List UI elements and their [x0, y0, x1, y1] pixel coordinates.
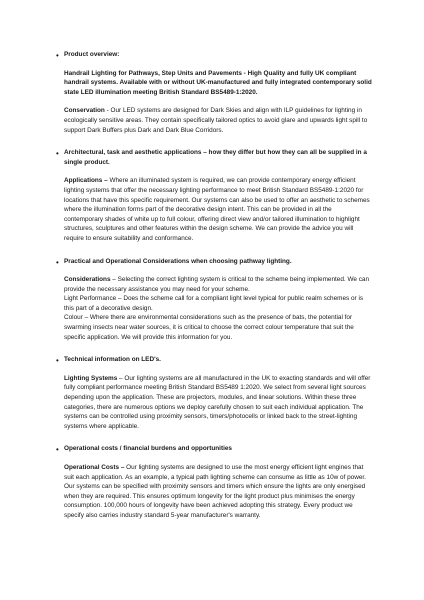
bullet-icon: • — [56, 356, 59, 366]
paragraph-text: - Our LED systems are designed for Dark Skies and align with ILP guidelines for lighting in ecologically sensitive areas. They contain specifically tailored optics to avoid glare and upwards light spill to support Dark Buffers plus Dark and Dark Blue Corridors. — [64, 107, 368, 134]
paragraph-operational-costs — [64, 463, 372, 521]
paragraph-text: – Our lighting systems are all manufactured in the UK to exacting standards and will offer fully compliant performance meeting British Standard BS5489 1:2020. We select from several light sources depending upon the application. These are projectors, modules, and linear solutions. Within these three categories, there are numerous options we deploy carefully chosen to suit each individual application. The systems can be controlled using proximity sensors, timers/photocells or linked back to the street-lighting systems where applicable. — [64, 374, 371, 430]
section-heading: Technical information on LED's. — [64, 356, 161, 364]
section-operational-costs — [56, 444, 372, 520]
section-product-overview — [56, 50, 372, 135]
section-considerations — [56, 257, 372, 343]
bullet-icon: • — [56, 445, 59, 455]
section-applications — [56, 148, 372, 243]
paragraph-text: - High Quality and fully UK compliant handrail systems. Available with or without UK-manufactured and fully integrated contemporary solid state LED illumination meeting British Standard BS5489-1:2020. — [64, 69, 372, 96]
section-heading: Operational costs / financial burdens and opportunities — [64, 445, 232, 453]
paragraph-lead: Considerations — [64, 276, 111, 284]
paragraph-lead: Handrail Lighting for Pathways, Step Units and Pavements — [64, 69, 242, 77]
paragraph-text: Our lighting systems are designed to use the most energy efficient light engines that suit each application. As an example, a typical path lighting scheme can consume as little as 10w of power. Our systems can be specified with proximity sensors and timers which ensure the lights are only energised when they are required. This ensures optimum longevity for the light product plus minimises the energy consumption. 100,000 hours of longevity have been achieved adopting this strategy. Every product we specify also carries industry standard 5-year manufacturer's warranty. — [64, 464, 366, 519]
paragraph-light-performance: Light Performance – Does the scheme call for a compliant light level typical for public realm schemes or is this part of a decorative design. — [64, 295, 364, 312]
paragraph-lead: Operational Costs – — [64, 464, 125, 471]
paragraph-lighting-systems — [64, 374, 372, 432]
bullet-icon: • — [56, 149, 59, 159]
bullet-icon: • — [56, 257, 59, 267]
paragraph-lead: Applications – — [64, 177, 108, 185]
section-technical-information — [56, 355, 372, 431]
paragraph-lead: Lighting Systems — [64, 374, 118, 382]
paragraph-lead: Conservation — [64, 107, 105, 115]
bullet-icon: • — [56, 51, 59, 60]
paragraph-colour: Colour – Where there are environmental considerations such as the presence of bats, the potential for swarming insects near water sources, it is critical to choose the correct colour temperature that suit the specific application. We will provide this information for you. — [64, 314, 354, 341]
paragraph-considerations — [64, 275, 372, 342]
paragraph-text: Where an illuminated system is required, we can provide contemporary energy efficient lighting systems that offer the necessary lighting performance to meet British Standard BS5489-1:2020 for locations that have this specific requirement. Our systems can also be used to offer an aesthetic to schemes where the illumination forms part of the decorative design intent. This can be provided in all the contemporary shades of white up to full colour, offering direct view and/or tailored illumination to highlight structures, sculptures and other features within the design scheme. We can provide the advice you will require to ensure suitability and conformance. — [64, 177, 370, 242]
paragraph-conservation — [64, 106, 372, 135]
section-heading: Product overview: — [64, 51, 120, 58]
paragraph-handrail-lighting — [64, 69, 372, 98]
paragraph-text: – Selecting the correct lighting system is critical to the scheme being implemented. We can provide the necessary assistance you may need for your scheme. — [64, 276, 369, 293]
section-heading: Architectural, task and aesthetic applications – how they differ but how they can all be supplied in a single product. — [64, 149, 367, 166]
section-heading: Practical and Operational Considerations when choosing pathway lighting. — [64, 257, 292, 265]
paragraph-applications — [64, 176, 372, 243]
